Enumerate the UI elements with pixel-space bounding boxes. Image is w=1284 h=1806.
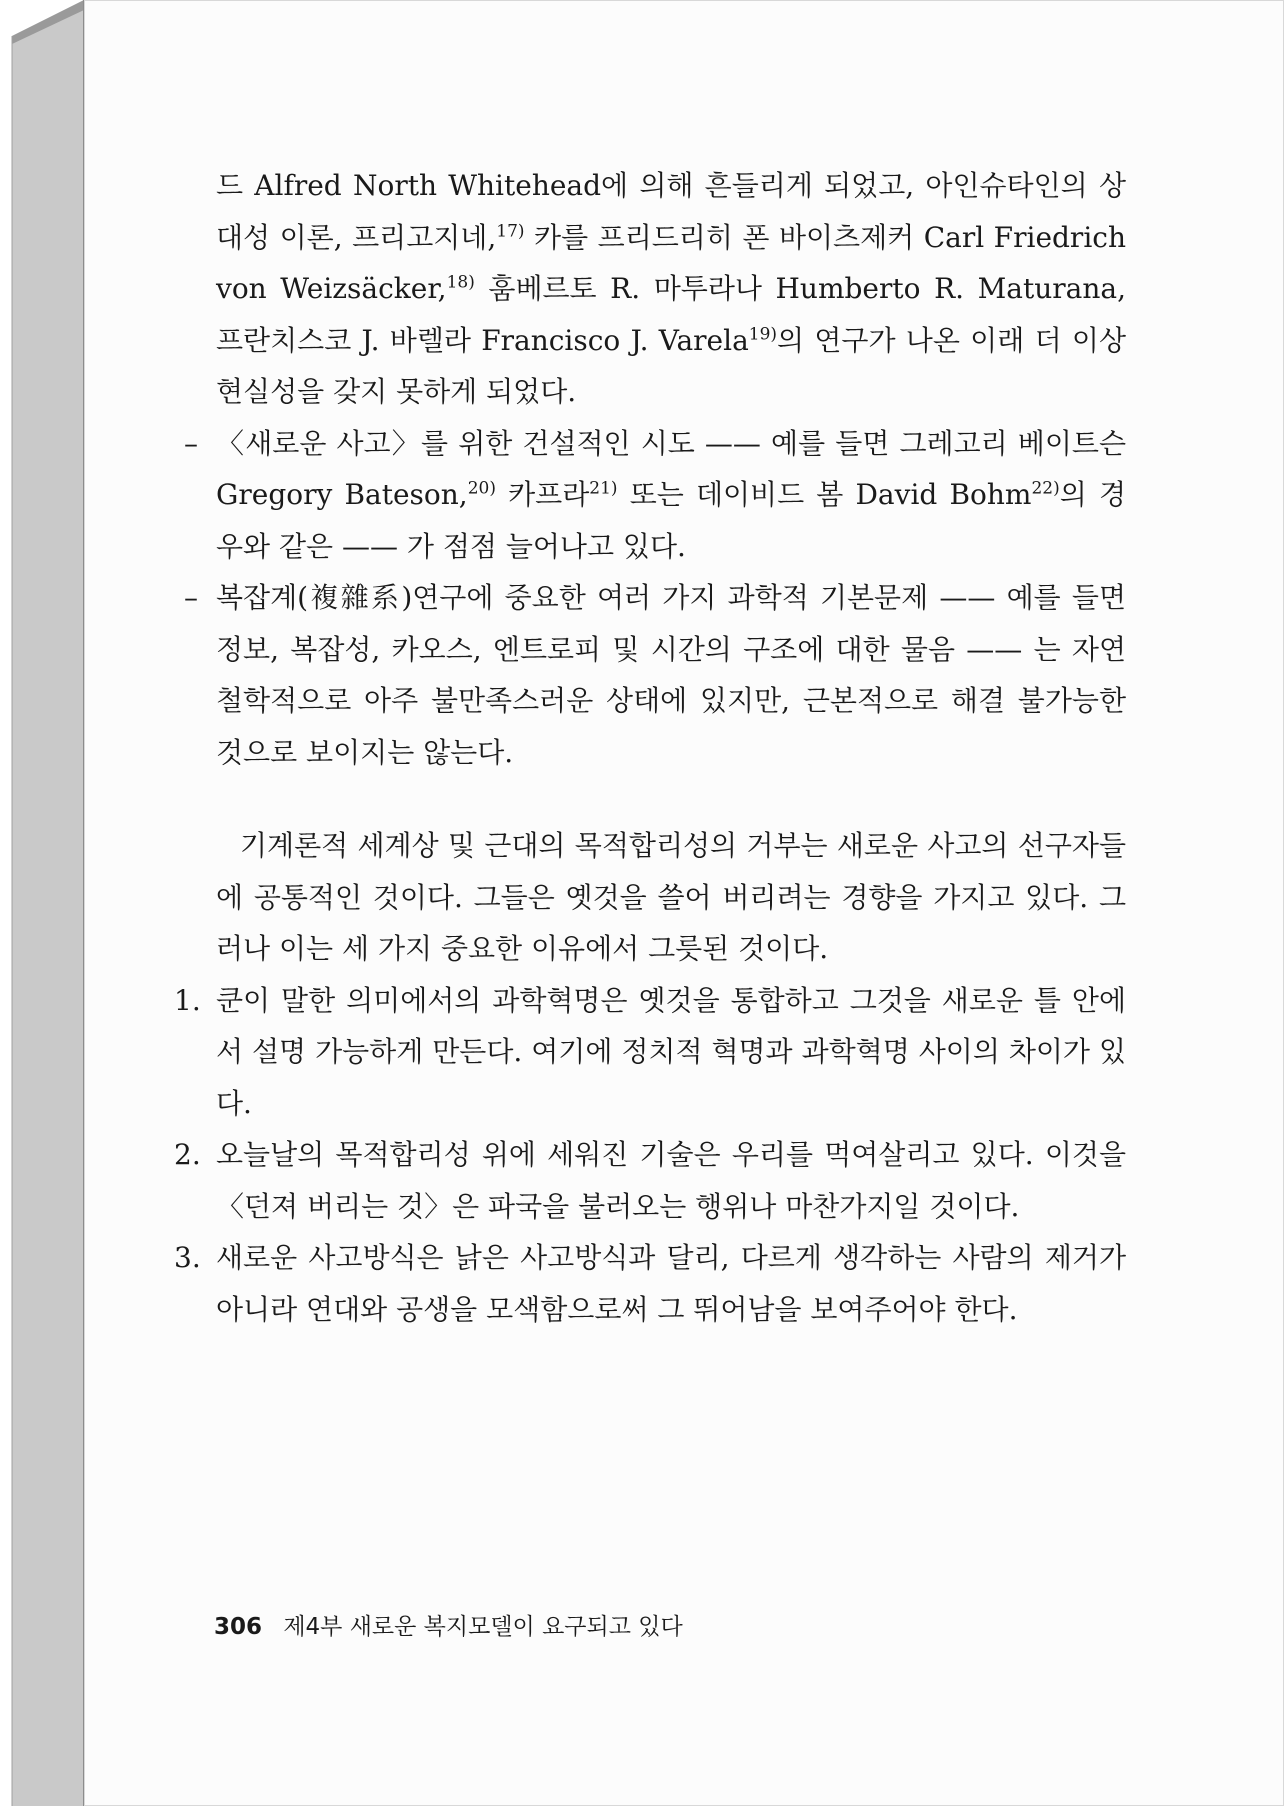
- numbered-item: 1. 쿤이 말한 의미에서의 과학혁명은 옛것을 통합하고 그것을 새로운 틀 안에서 설명 가능하게 만든다. 여기에 정치적 혁명과 과학혁명 사이의 차이가 있다.: [216, 975, 1126, 1130]
- footnote-ref: 21): [589, 478, 618, 499]
- item-number: 3.: [174, 1241, 201, 1274]
- numbered-item: 2. 오늘날의 목적합리성 위에 세워진 기술은 우리를 먹여살리고 있다. 이것을 〈던져 버리는 것〉은 파국을 불러오는 행위나 마찬가지일 것이다.: [216, 1129, 1126, 1232]
- footnote-ref: 17): [496, 221, 525, 242]
- page-footer: [214, 1608, 683, 1641]
- item-number: 1.: [174, 983, 201, 1017]
- footnote-ref: 19): [748, 324, 778, 345]
- dash-list-item: – 복잡계(複雜系)연구에 중요한 여러 가지 과학적 기본문제 —— 예를 들면 정보, 복잡성, 카오스, 엔트로피 및 시간의 구조에 대한 물음 —— 는 자연철학적으로 아주 불만족스러운 상태에 있지만, 근본적으로 해결 불가능한 것으로 보이지는 않는다.: [216, 572, 1126, 778]
- numbered-item: 3. 새로운 사고방식은 낡은 사고방식과 달리, 다르게 생각하는 사람의 제거가 아니라 연대와 공생을 모색함으로써 그 뛰어남을 보여주어야 한다.: [216, 1232, 1126, 1335]
- dash-list-item: – 〈새로운 사고〉를 위한 건설적인 시도 —— 예를 들면 그레고리 베이트슨 Gregory Bateson,$^{20)}$ 카프라$^{21)}$ 또는 데이비드 봄 David Bohm$^{22)}$의 경우와 같은 —— 가 점점 늘어나고 있다.: [216, 418, 1126, 573]
- dash-marker: –: [184, 581, 198, 614]
- item-number: 2.: [174, 1138, 201, 1171]
- dash-marker: –: [184, 426, 198, 460]
- page-text: [174, 160, 1127, 1335]
- body-paragraph: 기계론적 세계상 및 근대의 목적합리성의 거부는 새로운 사고의 선구자들에 공통적인 것이다. 그들은 옛것을 쓸어 버리려는 경향을 가지고 있다. 그러나 이는 세 가지 중요한 이유에서 그릇된 것이다.: [216, 829, 1126, 965]
- page-number: 306: [214, 1614, 263, 1640]
- numbered-list: [174, 975, 1127, 1336]
- footnote-ref: 20): [467, 478, 496, 499]
- running-title: 제4부 새로운 복지모델이 요구되고 있다: [283, 1614, 683, 1640]
- continued-paragraph: 드 Alfred North Whitehead에 의해 흔들리게 되었고, 아인슈타인의 상대성 이론, 프리고지네,$^{17)}$ 카를 프리드리히 폰 바이츠제커 Carl Friedrich von Weizsäcker,$^{18)}$ 훔베르토 R. 마투라나 Humberto R. Maturana, 프란치스코 J. 바렐라 Francisco J. Varela$^{19)}$의 연구가 나온 이래 더 이상 현실성을 갖지 못하게 되었다.: [216, 169, 1126, 408]
- footnote-ref: 18): [446, 272, 475, 293]
- footnote-ref: 22): [1031, 478, 1060, 499]
